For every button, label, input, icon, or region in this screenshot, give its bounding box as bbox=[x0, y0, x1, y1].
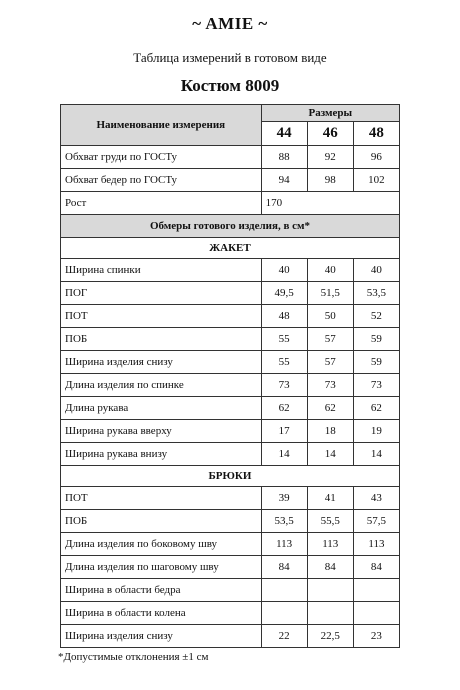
cell-value: 53,5 bbox=[261, 510, 307, 533]
cell-value: 92 bbox=[307, 146, 353, 169]
cell-value: 51,5 bbox=[307, 282, 353, 305]
cell-value: 62 bbox=[307, 397, 353, 420]
cell-value: 88 bbox=[261, 146, 307, 169]
height-row bbox=[61, 192, 400, 215]
cell-value: 113 bbox=[353, 533, 399, 556]
row-label: Длина изделия по шаговому шву bbox=[61, 556, 262, 579]
table-row bbox=[61, 305, 400, 328]
cell-value: 23 bbox=[353, 625, 399, 648]
garment-section-row bbox=[61, 215, 400, 238]
row-label: Длина рукава bbox=[61, 397, 262, 420]
table-row bbox=[61, 443, 400, 466]
cell-value: 84 bbox=[353, 556, 399, 579]
row-label: Длина изделия по спинке bbox=[61, 374, 262, 397]
row-label: Ширина в области бедра bbox=[61, 579, 262, 602]
cell-value: 55 bbox=[261, 351, 307, 374]
cell-value: 53,5 bbox=[353, 282, 399, 305]
cell-value: 73 bbox=[353, 374, 399, 397]
cell-value: 40 bbox=[353, 259, 399, 282]
table-row bbox=[61, 625, 400, 648]
cell-value: 43 bbox=[353, 487, 399, 510]
row-label: Рост bbox=[61, 192, 262, 215]
table-row bbox=[61, 282, 400, 305]
sizes-header: Размеры bbox=[261, 105, 399, 122]
cell-value: 22 bbox=[261, 625, 307, 648]
table-row bbox=[61, 259, 400, 282]
cell-value: 98 bbox=[307, 169, 353, 192]
table-row bbox=[61, 420, 400, 443]
cell-value: 48 bbox=[261, 305, 307, 328]
cell-value: 113 bbox=[307, 533, 353, 556]
row-label: Обхват груди по ГОСТу bbox=[61, 146, 262, 169]
cell-value: 55 bbox=[261, 328, 307, 351]
row-label: Ширина в области колена bbox=[61, 602, 262, 625]
size-44: 44 bbox=[261, 122, 307, 146]
cell-value: 84 bbox=[261, 556, 307, 579]
table-row bbox=[61, 602, 400, 625]
cell-value: 41 bbox=[307, 487, 353, 510]
cell-value: 62 bbox=[353, 397, 399, 420]
cell-value: 73 bbox=[307, 374, 353, 397]
table-row bbox=[61, 579, 400, 602]
cell-value: 84 bbox=[307, 556, 353, 579]
cell-value: 14 bbox=[261, 443, 307, 466]
row-label: ПОТ bbox=[61, 305, 262, 328]
cell-value bbox=[261, 579, 307, 602]
table-row bbox=[61, 328, 400, 351]
jacket-section-title: ЖАКЕТ bbox=[61, 238, 400, 259]
cell-value: 96 bbox=[353, 146, 399, 169]
cell-value: 57 bbox=[307, 328, 353, 351]
cell-value: 59 bbox=[353, 328, 399, 351]
row-label: Ширина изделия снизу bbox=[61, 625, 262, 648]
row-label: ПОГ bbox=[61, 282, 262, 305]
table-row bbox=[61, 556, 400, 579]
cell-value: 62 bbox=[261, 397, 307, 420]
table-row bbox=[61, 374, 400, 397]
garment-section-title: Обмеры готового изделия, в см* bbox=[61, 215, 400, 238]
cell-value: 17 bbox=[261, 420, 307, 443]
cell-value: 52 bbox=[353, 305, 399, 328]
jacket-section-row bbox=[61, 238, 400, 259]
cell-value: 40 bbox=[307, 259, 353, 282]
table-row bbox=[61, 397, 400, 420]
row-label: Обхват бедер по ГОСТу bbox=[61, 169, 262, 192]
row-label: Ширина рукава внизу bbox=[61, 443, 262, 466]
cell-value: 73 bbox=[261, 374, 307, 397]
cell-value: 19 bbox=[353, 420, 399, 443]
cell-value: 18 bbox=[307, 420, 353, 443]
row-label: Длина изделия по боковому шву bbox=[61, 533, 262, 556]
cell-value bbox=[307, 579, 353, 602]
cell-value: 39 bbox=[261, 487, 307, 510]
header-row bbox=[61, 105, 400, 122]
cell-value: 57,5 bbox=[353, 510, 399, 533]
row-label: Ширина спинки bbox=[61, 259, 262, 282]
table-row bbox=[61, 146, 400, 169]
trousers-section-title: БРЮКИ bbox=[61, 466, 400, 487]
cell-value: 55,5 bbox=[307, 510, 353, 533]
cell-value bbox=[307, 602, 353, 625]
brand-title: ~ AMIE ~ bbox=[192, 14, 268, 33]
tolerance-footnote: *Допустимые отклонения ±1 см bbox=[58, 651, 209, 663]
cell-value: 50 bbox=[307, 305, 353, 328]
row-label: ПОТ bbox=[61, 487, 262, 510]
size-chart-table bbox=[60, 104, 400, 648]
table-row bbox=[61, 533, 400, 556]
cell-value: 14 bbox=[307, 443, 353, 466]
cell-value: 113 bbox=[261, 533, 307, 556]
page-subtitle: Таблица измерений в готовом виде bbox=[133, 50, 327, 65]
cell-value: 57 bbox=[307, 351, 353, 374]
cell-value: 22,5 bbox=[307, 625, 353, 648]
cell-value: 102 bbox=[353, 169, 399, 192]
cell-value: 94 bbox=[261, 169, 307, 192]
product-title: Костюм 8009 bbox=[180, 76, 280, 95]
cell-value bbox=[353, 602, 399, 625]
table-row bbox=[61, 510, 400, 533]
table-row bbox=[61, 351, 400, 374]
size-48: 48 bbox=[353, 122, 399, 146]
table-row bbox=[61, 169, 400, 192]
table-row bbox=[61, 487, 400, 510]
row-label: ПОБ bbox=[61, 510, 262, 533]
cell-value bbox=[353, 579, 399, 602]
cell-value bbox=[261, 602, 307, 625]
row-label: Ширина изделия снизу bbox=[61, 351, 262, 374]
row-label: Ширина рукава вверху bbox=[61, 420, 262, 443]
cell-value: 14 bbox=[353, 443, 399, 466]
height-value: 170 bbox=[261, 192, 399, 215]
cell-value: 59 bbox=[353, 351, 399, 374]
trousers-section-row bbox=[61, 466, 400, 487]
row-label: ПОБ bbox=[61, 328, 262, 351]
cell-value: 49,5 bbox=[261, 282, 307, 305]
cell-value: 40 bbox=[261, 259, 307, 282]
size-46: 46 bbox=[307, 122, 353, 146]
measurement-name-header: Наименование измерения bbox=[61, 105, 262, 146]
